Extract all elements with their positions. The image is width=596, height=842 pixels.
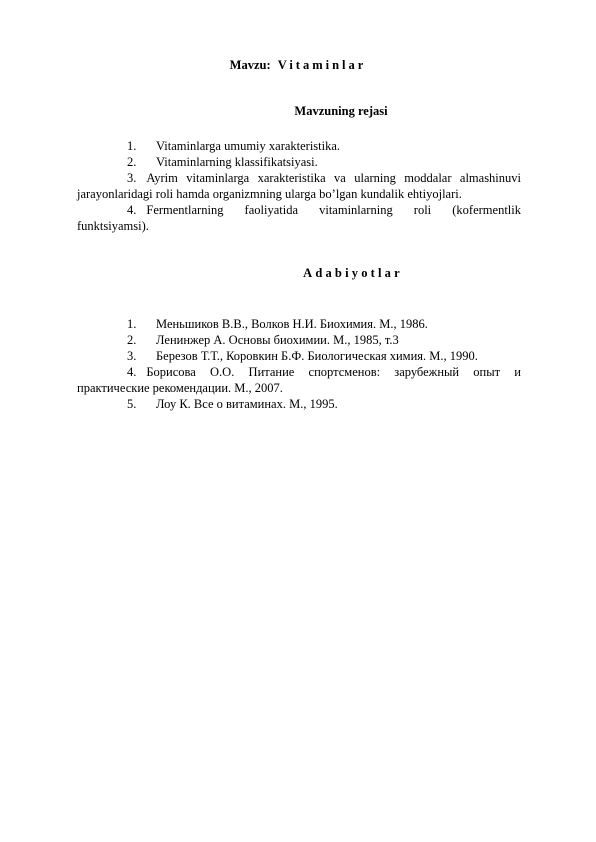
plan-heading: Mavzuning rejasi: [294, 104, 388, 118]
literature-item-text: Березов Т.Т., Коровкин Б.Ф. Биологическая химия. М., 1990.: [156, 349, 478, 363]
literature-item: [77, 348, 521, 364]
plan-item: [77, 138, 521, 154]
page-title: [0, 58, 596, 73]
literature-item-number: 3.: [127, 349, 137, 363]
title-prefix: Mavzu:: [229, 58, 271, 72]
literature-item-text: Ленинжер А. Основы биохимии. М., 1985, т.3: [156, 333, 399, 347]
literature-item-number: 2.: [127, 333, 137, 347]
literature-item-text: Лоу К. Все о витаминах. М., 1995.: [156, 397, 338, 411]
literature-item: [77, 364, 521, 396]
literature-item-number: 5.: [127, 397, 137, 411]
literature-item-number: 4.: [127, 365, 137, 379]
plan-item-number: 4.: [127, 203, 137, 217]
plan-item-text: Vitaminlarning klassifikatsiyasi.: [156, 155, 318, 169]
title-topic: Vitaminlar: [277, 58, 367, 72]
plan-item-text: Fermentlarning faoliyatida vitaminlarning roli (kofermentlik funktsiyamsi).: [77, 203, 521, 233]
plan-item-number: 1.: [127, 139, 137, 153]
literature-item: [77, 332, 521, 348]
literature-item-text: Меньшиков В.В., Волков Н.И. Биохимия. М., 1986.: [156, 317, 428, 331]
plan-list: [77, 138, 521, 234]
plan-item-number: 3.: [127, 171, 137, 185]
plan-item-text: Vitaminlarga umumiy xarakteristika.: [156, 139, 341, 153]
literature-item-number: 1.: [127, 317, 137, 331]
plan-item-text: Ayrim vitaminlarga xarakteristika va ularning moddalar almashinuvi jarayonlaridagi roli hamda organizmning ularga bo’lgan kundalik ehtiyojlari.: [77, 171, 521, 201]
literature-item: [77, 396, 521, 412]
plan-item-number: 2.: [127, 155, 137, 169]
literature-heading: Adabiyotlar: [303, 266, 403, 280]
plan-item: [77, 154, 521, 170]
literature-list: [77, 316, 521, 412]
literature-item-text: Борисова О.О. Питание спортсменов: зарубежный опыт и практические рекомендации. М., 2007.: [77, 365, 521, 395]
plan-item: [77, 202, 521, 234]
plan-item: [77, 170, 521, 202]
literature-item: [77, 316, 521, 332]
